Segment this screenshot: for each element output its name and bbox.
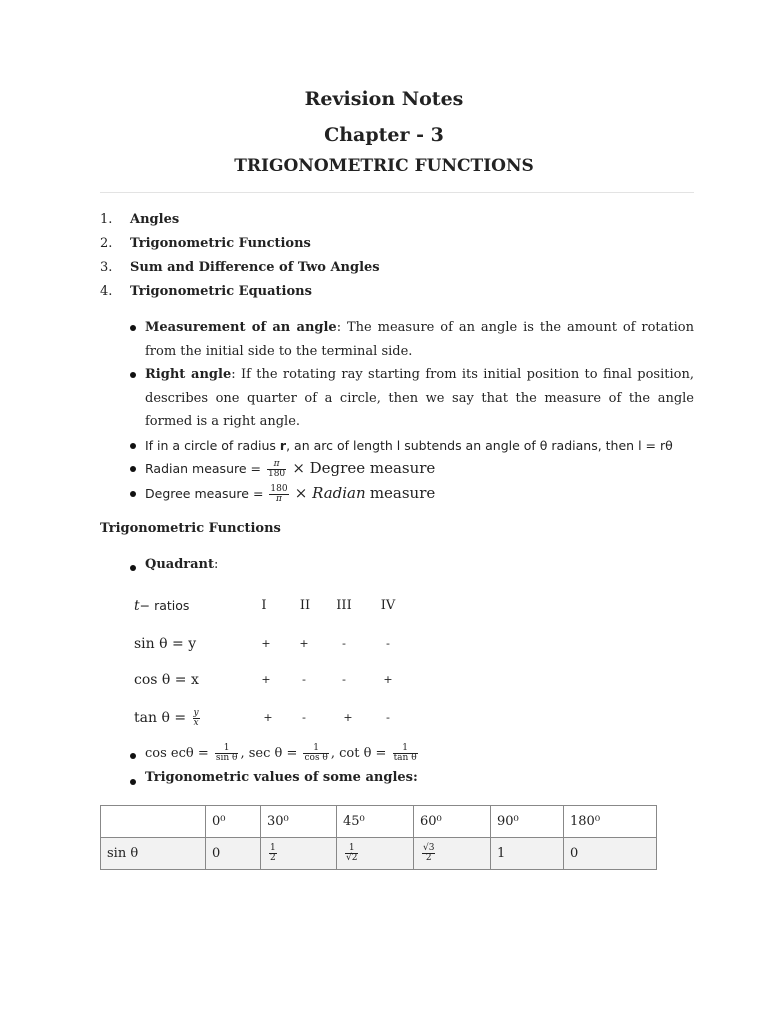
reciprocal-identities: cos ecθ = $\frac{1}{\text{sin θ}}$ , sec θ = $\frac{1}{\text{cos θ}}$ , cot θ = $\frac{1}{\text{tan θ}}$ <box>145 744 420 763</box>
table-header-row: 0⁰ 30⁰ 45⁰ 60⁰ 90⁰ 180⁰ <box>101 806 657 838</box>
title-chapter: Chapter - 3 <box>324 124 444 146</box>
toc-item-trig-equations: 4. Trigonometric Equations <box>100 284 312 299</box>
note-right-angle: Right angle: If the rotating ray starting from its initial position to final position, describes one quarter of a circle, then we say that the measure of the angle formed is a right angle. <box>145 363 694 434</box>
toc-item-trig-functions: 2. Trigonometric Functions <box>100 236 311 251</box>
fraction-pi-over-180: $\frac{\pi}{180}$ <box>267 459 286 479</box>
table-of-contents <box>100 208 380 304</box>
note-measurement: Measurement of an angle: The measure of an angle is the amount of rotation from the initial side to the terminal side. <box>145 316 694 363</box>
header-divider <box>100 192 694 193</box>
angle-notes-list <box>145 316 694 506</box>
values-heading: Trigonometric values of some angles: <box>145 770 418 785</box>
document-page: Revision Notes Chapter - 3 TRIGONOMETRIC FUNCTIONS 1. Angles 2. Trigonometric Functions 3. Sum and Difference of Two Angles 4. Trigonometric Equations Measurement of an angle: The measure of an angle is the amount of rotation from the initial side to the terminal side. Right angle: If the rotating ray starting from its initial position to final position, describes one quarter of a circle, then we say that the measure of the angle formed is a right angle. If in a circle of radius r, an arc of length l subtends an angle of θ radians, then l = rθ Radian measure = $\frac{\pi}{180}$ × Degree measure Degree measure = $\frac{180}{\pi}$ × Radian measure Trigonometric Functions Quadrant: t− ratios I II III IV sin θ = y + + - - cos θ = x + - - + tan θ = $\frac{y}{x}$ + - + - cos ecθ = $\frac{1}{\text{sin θ}}$ , sec θ = $\frac{1}{\text{cos θ}}$ , cot θ = $\frac{1}{\text{tan θ}}$ Trigonometric values of some angles: 0⁰ 30⁰ 45⁰ 60⁰ 90⁰ 180⁰ sin θ 0 $\frac{1}{2}$ $\frac{1}{√2}$ $\frac{√3}{2}$ 1 0 <box>0 0 768 1024</box>
title-revision-notes: Revision Notes <box>304 88 464 110</box>
note-radian-measure: Radian measure = $\frac{\pi}{180}$ × Degree measure <box>145 457 694 482</box>
toc-item-angles: 1. Angles <box>100 212 180 227</box>
toc-item-sum-difference: 3. Sum and Difference of Two Angles <box>100 260 380 275</box>
table-row-sin: sin θ 0 $\frac{1}{2}$ $\frac{1}{√2}$ $\frac{√3}{2}$ 1 0 <box>101 838 657 870</box>
trig-values-table <box>100 805 657 870</box>
title-topic: TRIGONOMETRIC FUNCTIONS <box>234 156 534 176</box>
fraction-180-over-pi: $\frac{180}{\pi}$ <box>270 483 288 504</box>
note-arc-length: If in a circle of radius r, an arc of length l subtends an angle of θ radians, then l = rθ <box>145 434 694 458</box>
section-heading-trig-functions: Trigonometric Functions <box>100 521 281 536</box>
note-degree-measure: Degree measure = $\frac{180}{\pi}$ × Radian measure <box>145 482 694 507</box>
quadrant-heading: Quadrant: <box>145 557 219 572</box>
